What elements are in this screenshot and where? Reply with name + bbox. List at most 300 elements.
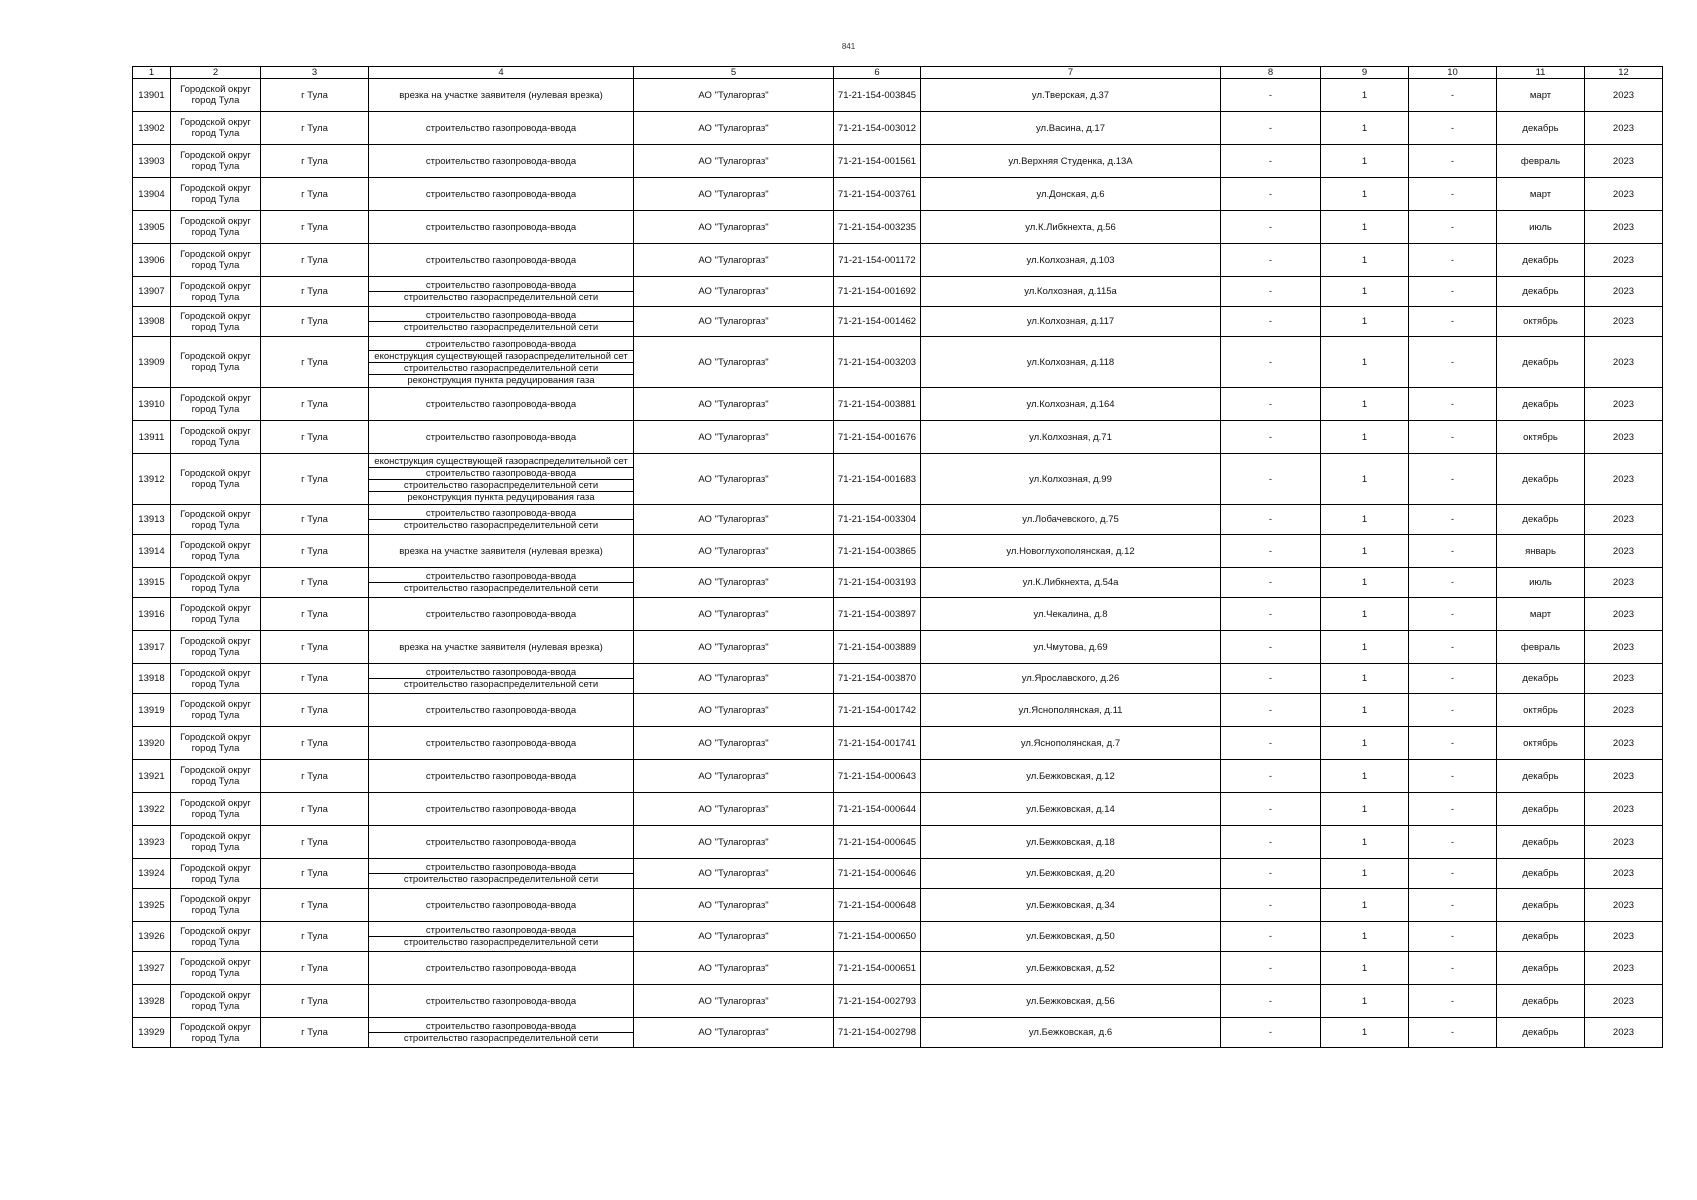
column-10-cell: - (1409, 727, 1497, 760)
column-9-cell: 1 (1321, 985, 1409, 1018)
month-cell: декабрь (1497, 922, 1585, 952)
table-row (133, 112, 1663, 145)
municipality-cell: Городской округ город Тула (171, 859, 261, 889)
month-cell: декабрь (1497, 760, 1585, 793)
column-10-cell: - (1409, 1018, 1497, 1048)
table-body (133, 79, 1663, 1048)
work-type-cell: врезка на участке заявителя (нулевая врезка) (369, 631, 634, 664)
row-number-cell: 13905 (133, 211, 171, 244)
column-9-cell: 1 (1321, 760, 1409, 793)
organization-cell: АО "Тулагоргаз" (634, 826, 834, 859)
column-8-cell: - (1221, 598, 1321, 631)
column-10-cell: - (1409, 922, 1497, 952)
column-9-cell: 1 (1321, 388, 1409, 421)
year-cell: 2023 (1585, 388, 1663, 421)
column-9-cell: 1 (1321, 421, 1409, 454)
row-number-cell: 13904 (133, 178, 171, 211)
organization-cell: АО "Тулагоргаз" (634, 859, 834, 889)
municipality-cell: Городской округ город Тула (171, 793, 261, 826)
city-cell: г Тула (261, 952, 369, 985)
column-8-cell: - (1221, 760, 1321, 793)
row-number-cell: 13919 (133, 694, 171, 727)
row-number-cell: 13926 (133, 922, 171, 952)
object-code-cell: 71-21-154-002798 (834, 1018, 921, 1048)
city-cell: г Тула (261, 826, 369, 859)
work-type-line: еконструкция существующей газораспределительной сет (369, 456, 633, 468)
work-type-cell (369, 454, 634, 505)
work-type-cell: строительство газопровода-ввода (369, 952, 634, 985)
municipality-cell: Городской округ город Тула (171, 79, 261, 112)
page-number: 841 (841, 42, 856, 51)
work-type-cell: строительство газопровода-ввода (369, 211, 634, 244)
municipality-cell: Городской округ город Тула (171, 244, 261, 277)
city-cell: г Тула (261, 307, 369, 337)
organization-cell: АО "Тулагоргаз" (634, 421, 834, 454)
address-cell: ул.Тверская, д.37 (921, 79, 1221, 112)
column-10-cell: - (1409, 694, 1497, 727)
table-row (133, 727, 1663, 760)
month-cell: декабрь (1497, 505, 1585, 535)
address-cell: ул.Донская, д.6 (921, 178, 1221, 211)
column-9-cell: 1 (1321, 244, 1409, 277)
month-cell: октябрь (1497, 694, 1585, 727)
municipality-cell: Городской округ город Тула (171, 568, 261, 598)
column-10-cell: - (1409, 178, 1497, 211)
municipality-cell: Городской округ город Тула (171, 178, 261, 211)
table-row (133, 568, 1663, 598)
work-type-line: строительство газопровода-ввода (369, 925, 633, 937)
work-type-line: строительство газораспределительной сети (403, 937, 599, 948)
column-9-cell: 1 (1321, 178, 1409, 211)
column-10-cell: - (1409, 421, 1497, 454)
address-cell: ул.Колхозная, д.117 (921, 307, 1221, 337)
year-cell: 2023 (1585, 454, 1663, 505)
municipality-cell: Городской округ город Тула (171, 889, 261, 922)
row-number-cell: 13907 (133, 277, 171, 307)
organization-cell: АО "Тулагоргаз" (634, 922, 834, 952)
organization-cell: АО "Тулагоргаз" (634, 145, 834, 178)
year-cell: 2023 (1585, 112, 1663, 145)
row-number-cell: 13906 (133, 244, 171, 277)
month-cell: декабрь (1497, 664, 1585, 694)
municipality-cell: Городской округ город Тула (171, 631, 261, 664)
column-9-cell: 1 (1321, 1018, 1409, 1048)
object-code-cell: 71-21-154-003012 (834, 112, 921, 145)
column-8-cell: - (1221, 79, 1321, 112)
address-cell: ул.К.Либкнехта, д.54а (921, 568, 1221, 598)
address-cell: ул.Бежковская, д.56 (921, 985, 1221, 1018)
city-cell: г Тула (261, 244, 369, 277)
column-8-cell: - (1221, 421, 1321, 454)
object-code-cell: 71-21-154-003235 (834, 211, 921, 244)
column-number-header: 6 (834, 67, 921, 79)
column-number-header: 11 (1497, 67, 1585, 79)
municipality-cell: Городской округ город Тула (171, 535, 261, 568)
address-cell: ул.Бежковская, д.34 (921, 889, 1221, 922)
table-row (133, 664, 1663, 694)
work-type-cell (369, 1018, 634, 1048)
year-cell: 2023 (1585, 760, 1663, 793)
address-cell: ул.Колхозная, д.164 (921, 388, 1221, 421)
table-row (133, 889, 1663, 922)
column-8-cell: - (1221, 505, 1321, 535)
column-number-header: 8 (1221, 67, 1321, 79)
year-cell: 2023 (1585, 889, 1663, 922)
work-type-cell (369, 337, 634, 388)
object-code-cell: 71-21-154-003881 (834, 388, 921, 421)
column-8-cell: - (1221, 922, 1321, 952)
column-9-cell: 1 (1321, 694, 1409, 727)
column-10-cell: - (1409, 337, 1497, 388)
organization-cell: АО "Тулагоргаз" (634, 307, 834, 337)
row-number-cell: 13924 (133, 859, 171, 889)
column-9-cell: 1 (1321, 112, 1409, 145)
address-cell: ул.Васина, д.17 (921, 112, 1221, 145)
year-cell: 2023 (1585, 145, 1663, 178)
municipality-cell: Городской округ город Тула (171, 727, 261, 760)
column-9-cell: 1 (1321, 598, 1409, 631)
organization-cell: АО "Тулагоргаз" (634, 952, 834, 985)
column-10-cell: - (1409, 985, 1497, 1018)
column-10-cell: - (1409, 826, 1497, 859)
row-number-cell: 13922 (133, 793, 171, 826)
work-type-line: строительство газораспределительной сети (403, 520, 599, 531)
object-code-cell: 71-21-154-000646 (834, 859, 921, 889)
month-cell: март (1497, 178, 1585, 211)
year-cell: 2023 (1585, 79, 1663, 112)
column-8-cell: - (1221, 244, 1321, 277)
column-number-header: 2 (171, 67, 261, 79)
city-cell: г Тула (261, 112, 369, 145)
table-row (133, 454, 1663, 505)
column-number-row (133, 67, 1663, 79)
column-number-header: 7 (921, 67, 1221, 79)
object-code-cell: 71-21-154-000645 (834, 826, 921, 859)
month-cell: декабрь (1497, 454, 1585, 505)
object-code-cell: 71-21-154-001683 (834, 454, 921, 505)
work-type-cell (369, 568, 634, 598)
city-cell: г Тула (261, 889, 369, 922)
object-code-cell: 71-21-154-003203 (834, 337, 921, 388)
column-10-cell: - (1409, 952, 1497, 985)
city-cell: г Тула (261, 859, 369, 889)
column-10-cell: - (1409, 145, 1497, 178)
year-cell: 2023 (1585, 985, 1663, 1018)
column-8-cell: - (1221, 694, 1321, 727)
column-9-cell: 1 (1321, 889, 1409, 922)
address-cell: ул.Бежковская, д.18 (921, 826, 1221, 859)
organization-cell: АО "Тулагоргаз" (634, 760, 834, 793)
row-number-cell: 13925 (133, 889, 171, 922)
column-8-cell: - (1221, 535, 1321, 568)
municipality-cell: Городской округ город Тула (171, 421, 261, 454)
year-cell: 2023 (1585, 421, 1663, 454)
column-8-cell: - (1221, 664, 1321, 694)
row-number-cell: 13928 (133, 985, 171, 1018)
row-number-cell: 13921 (133, 760, 171, 793)
row-number-cell: 13916 (133, 598, 171, 631)
work-type-line: строительство газопровода-ввода (369, 508, 633, 520)
object-code-cell: 71-21-154-003870 (834, 664, 921, 694)
address-cell: ул.Колхозная, д.103 (921, 244, 1221, 277)
object-code-cell: 71-21-154-001741 (834, 727, 921, 760)
work-type-cell (369, 859, 634, 889)
work-type-line: строительство газораспределительной сети (403, 322, 599, 333)
work-type-line: строительство газопровода-ввода (369, 1021, 633, 1033)
work-type-cell: строительство газопровода-ввода (369, 760, 634, 793)
object-code-cell: 71-21-154-003193 (834, 568, 921, 598)
work-type-cell: строительство газопровода-ввода (369, 178, 634, 211)
organization-cell: АО "Тулагоргаз" (634, 178, 834, 211)
row-number-cell: 13902 (133, 112, 171, 145)
table-row (133, 211, 1663, 244)
work-type-line: строительство газораспределительной сети (403, 679, 599, 690)
object-code-cell: 71-21-154-001676 (834, 421, 921, 454)
municipality-cell: Городской округ город Тула (171, 1018, 261, 1048)
organization-cell: АО "Тулагоргаз" (634, 211, 834, 244)
year-cell: 2023 (1585, 505, 1663, 535)
city-cell: г Тула (261, 421, 369, 454)
month-cell: октябрь (1497, 727, 1585, 760)
city-cell: г Тула (261, 694, 369, 727)
month-cell: октябрь (1497, 421, 1585, 454)
object-code-cell: 71-21-154-000644 (834, 793, 921, 826)
municipality-cell: Городской округ город Тула (171, 277, 261, 307)
column-8-cell: - (1221, 952, 1321, 985)
year-cell: 2023 (1585, 244, 1663, 277)
work-type-cell (369, 664, 634, 694)
year-cell: 2023 (1585, 952, 1663, 985)
column-10-cell: - (1409, 277, 1497, 307)
city-cell: г Тула (261, 985, 369, 1018)
column-number-header: 1 (133, 67, 171, 79)
organization-cell: АО "Тулагоргаз" (634, 505, 834, 535)
month-cell: декабрь (1497, 952, 1585, 985)
city-cell: г Тула (261, 211, 369, 244)
column-8-cell: - (1221, 889, 1321, 922)
city-cell: г Тула (261, 727, 369, 760)
city-cell: г Тула (261, 568, 369, 598)
work-type-cell: строительство газопровода-ввода (369, 793, 634, 826)
table-row (133, 826, 1663, 859)
city-cell: г Тула (261, 760, 369, 793)
work-type-cell: строительство газопровода-ввода (369, 145, 634, 178)
month-cell: март (1497, 598, 1585, 631)
year-cell: 2023 (1585, 598, 1663, 631)
city-cell: г Тула (261, 388, 369, 421)
month-cell: декабрь (1497, 859, 1585, 889)
column-10-cell: - (1409, 793, 1497, 826)
column-10-cell: - (1409, 307, 1497, 337)
object-code-cell: 71-21-154-003304 (834, 505, 921, 535)
column-8-cell: - (1221, 112, 1321, 145)
month-cell: декабрь (1497, 1018, 1585, 1048)
month-cell: декабрь (1497, 985, 1585, 1018)
municipality-cell: Городской округ город Тула (171, 112, 261, 145)
address-cell: ул.Бежковская, д.12 (921, 760, 1221, 793)
column-8-cell: - (1221, 985, 1321, 1018)
column-10-cell: - (1409, 664, 1497, 694)
address-cell: ул.Яснополянская, д.7 (921, 727, 1221, 760)
work-type-cell: строительство газопровода-ввода (369, 826, 634, 859)
year-cell: 2023 (1585, 211, 1663, 244)
column-10-cell: - (1409, 454, 1497, 505)
work-type-line: строительство газопровода-ввода (369, 667, 633, 679)
organization-cell: АО "Тулагоргаз" (634, 985, 834, 1018)
column-10-cell: - (1409, 859, 1497, 889)
column-9-cell: 1 (1321, 307, 1409, 337)
organization-cell: АО "Тулагоргаз" (634, 112, 834, 145)
address-cell: ул.Чекалина, д.8 (921, 598, 1221, 631)
municipality-cell: Городской округ город Тула (171, 826, 261, 859)
work-type-line: строительство газораспределительной сети (369, 363, 633, 375)
work-type-line: строительство газопровода-ввода (369, 571, 633, 583)
column-number-header: 4 (369, 67, 634, 79)
work-type-cell: врезка на участке заявителя (нулевая врезка) (369, 79, 634, 112)
city-cell: г Тула (261, 178, 369, 211)
year-cell: 2023 (1585, 337, 1663, 388)
column-9-cell: 1 (1321, 337, 1409, 388)
object-code-cell: 71-21-154-000651 (834, 952, 921, 985)
object-code-cell: 71-21-154-001742 (834, 694, 921, 727)
municipality-cell: Городской округ город Тула (171, 307, 261, 337)
municipality-cell: Городской округ город Тула (171, 505, 261, 535)
work-type-cell (369, 505, 634, 535)
object-code-cell: 71-21-154-000648 (834, 889, 921, 922)
month-cell: декабрь (1497, 337, 1585, 388)
table-row (133, 859, 1663, 889)
column-number-header: 10 (1409, 67, 1497, 79)
address-cell: ул.Колхозная, д.99 (921, 454, 1221, 505)
table-row (133, 535, 1663, 568)
year-cell: 2023 (1585, 922, 1663, 952)
work-type-line: строительство газораспределительной сети (403, 583, 599, 594)
column-9-cell: 1 (1321, 922, 1409, 952)
column-8-cell: - (1221, 631, 1321, 664)
column-8-cell: - (1221, 211, 1321, 244)
column-9-cell: 1 (1321, 211, 1409, 244)
month-cell: февраль (1497, 145, 1585, 178)
address-cell: ул.Яснополянская, д.11 (921, 694, 1221, 727)
month-cell: декабрь (1497, 244, 1585, 277)
work-type-line: еконструкция существующей газораспределительной сет (369, 351, 633, 363)
column-10-cell: - (1409, 211, 1497, 244)
municipality-cell: Городской округ город Тула (171, 922, 261, 952)
gasification-table (132, 66, 1663, 1048)
city-cell: г Тула (261, 922, 369, 952)
work-type-line: строительство газопровода-ввода (369, 468, 633, 480)
month-cell: январь (1497, 535, 1585, 568)
month-cell: декабрь (1497, 826, 1585, 859)
year-cell: 2023 (1585, 859, 1663, 889)
object-code-cell: 71-21-154-003761 (834, 178, 921, 211)
column-9-cell: 1 (1321, 535, 1409, 568)
column-8-cell: - (1221, 454, 1321, 505)
row-number-cell: 13923 (133, 826, 171, 859)
organization-cell: АО "Тулагоргаз" (634, 694, 834, 727)
table-row (133, 760, 1663, 793)
column-10-cell: - (1409, 760, 1497, 793)
column-8-cell: - (1221, 793, 1321, 826)
work-type-cell: врезка на участке заявителя (нулевая врезка) (369, 535, 634, 568)
work-type-cell: строительство газопровода-ввода (369, 694, 634, 727)
work-type-cell: строительство газопровода-ввода (369, 727, 634, 760)
table-row (133, 694, 1663, 727)
column-10-cell: - (1409, 79, 1497, 112)
municipality-cell: Городской округ город Тула (171, 694, 261, 727)
municipality-cell: Городской округ город Тула (171, 388, 261, 421)
year-cell: 2023 (1585, 694, 1663, 727)
object-code-cell: 71-21-154-001462 (834, 307, 921, 337)
organization-cell: АО "Тулагоргаз" (634, 568, 834, 598)
address-cell: ул.Бежковская, д.20 (921, 859, 1221, 889)
column-number-header: 3 (261, 67, 369, 79)
row-number-cell: 13915 (133, 568, 171, 598)
city-cell: г Тула (261, 454, 369, 505)
column-9-cell: 1 (1321, 793, 1409, 826)
month-cell: июль (1497, 568, 1585, 598)
city-cell: г Тула (261, 505, 369, 535)
address-cell: ул.Чмутова, д.69 (921, 631, 1221, 664)
work-type-cell (369, 277, 634, 307)
table-row (133, 421, 1663, 454)
object-code-cell: 71-21-154-003889 (834, 631, 921, 664)
work-type-line: строительство газопровода-ввода (369, 862, 633, 874)
organization-cell: АО "Тулагоргаз" (634, 535, 834, 568)
column-8-cell: - (1221, 178, 1321, 211)
city-cell: г Тула (261, 598, 369, 631)
year-cell: 2023 (1585, 307, 1663, 337)
work-type-cell: строительство газопровода-ввода (369, 112, 634, 145)
table-row (133, 985, 1663, 1018)
address-cell: ул.Новоглухополянская, д.12 (921, 535, 1221, 568)
object-code-cell: 71-21-154-002793 (834, 985, 921, 1018)
municipality-cell: Городской округ город Тула (171, 760, 261, 793)
row-number-cell: 13913 (133, 505, 171, 535)
column-8-cell: - (1221, 826, 1321, 859)
column-10-cell: - (1409, 244, 1497, 277)
object-code-cell: 71-21-154-001172 (834, 244, 921, 277)
column-10-cell: - (1409, 112, 1497, 145)
column-9-cell: 1 (1321, 454, 1409, 505)
table-row (133, 79, 1663, 112)
address-cell: ул.К.Либкнехта, д.56 (921, 211, 1221, 244)
object-code-cell: 71-21-154-003845 (834, 79, 921, 112)
work-type-cell: строительство газопровода-ввода (369, 889, 634, 922)
column-8-cell: - (1221, 307, 1321, 337)
municipality-cell: Городской округ город Тула (171, 454, 261, 505)
month-cell: октябрь (1497, 307, 1585, 337)
column-10-cell: - (1409, 631, 1497, 664)
city-cell: г Тула (261, 1018, 369, 1048)
city-cell: г Тула (261, 631, 369, 664)
work-type-line: строительство газопровода-ввода (369, 280, 633, 292)
object-code-cell: 71-21-154-003897 (834, 598, 921, 631)
table-row (133, 1018, 1663, 1048)
column-number-header: 5 (634, 67, 834, 79)
year-cell: 2023 (1585, 793, 1663, 826)
column-9-cell: 1 (1321, 79, 1409, 112)
column-10-cell: - (1409, 889, 1497, 922)
row-number-cell: 13908 (133, 307, 171, 337)
column-8-cell: - (1221, 1018, 1321, 1048)
organization-cell: АО "Тулагоргаз" (634, 277, 834, 307)
column-9-cell: 1 (1321, 952, 1409, 985)
year-cell: 2023 (1585, 178, 1663, 211)
row-number-cell: 13912 (133, 454, 171, 505)
column-10-cell: - (1409, 568, 1497, 598)
column-9-cell: 1 (1321, 664, 1409, 694)
